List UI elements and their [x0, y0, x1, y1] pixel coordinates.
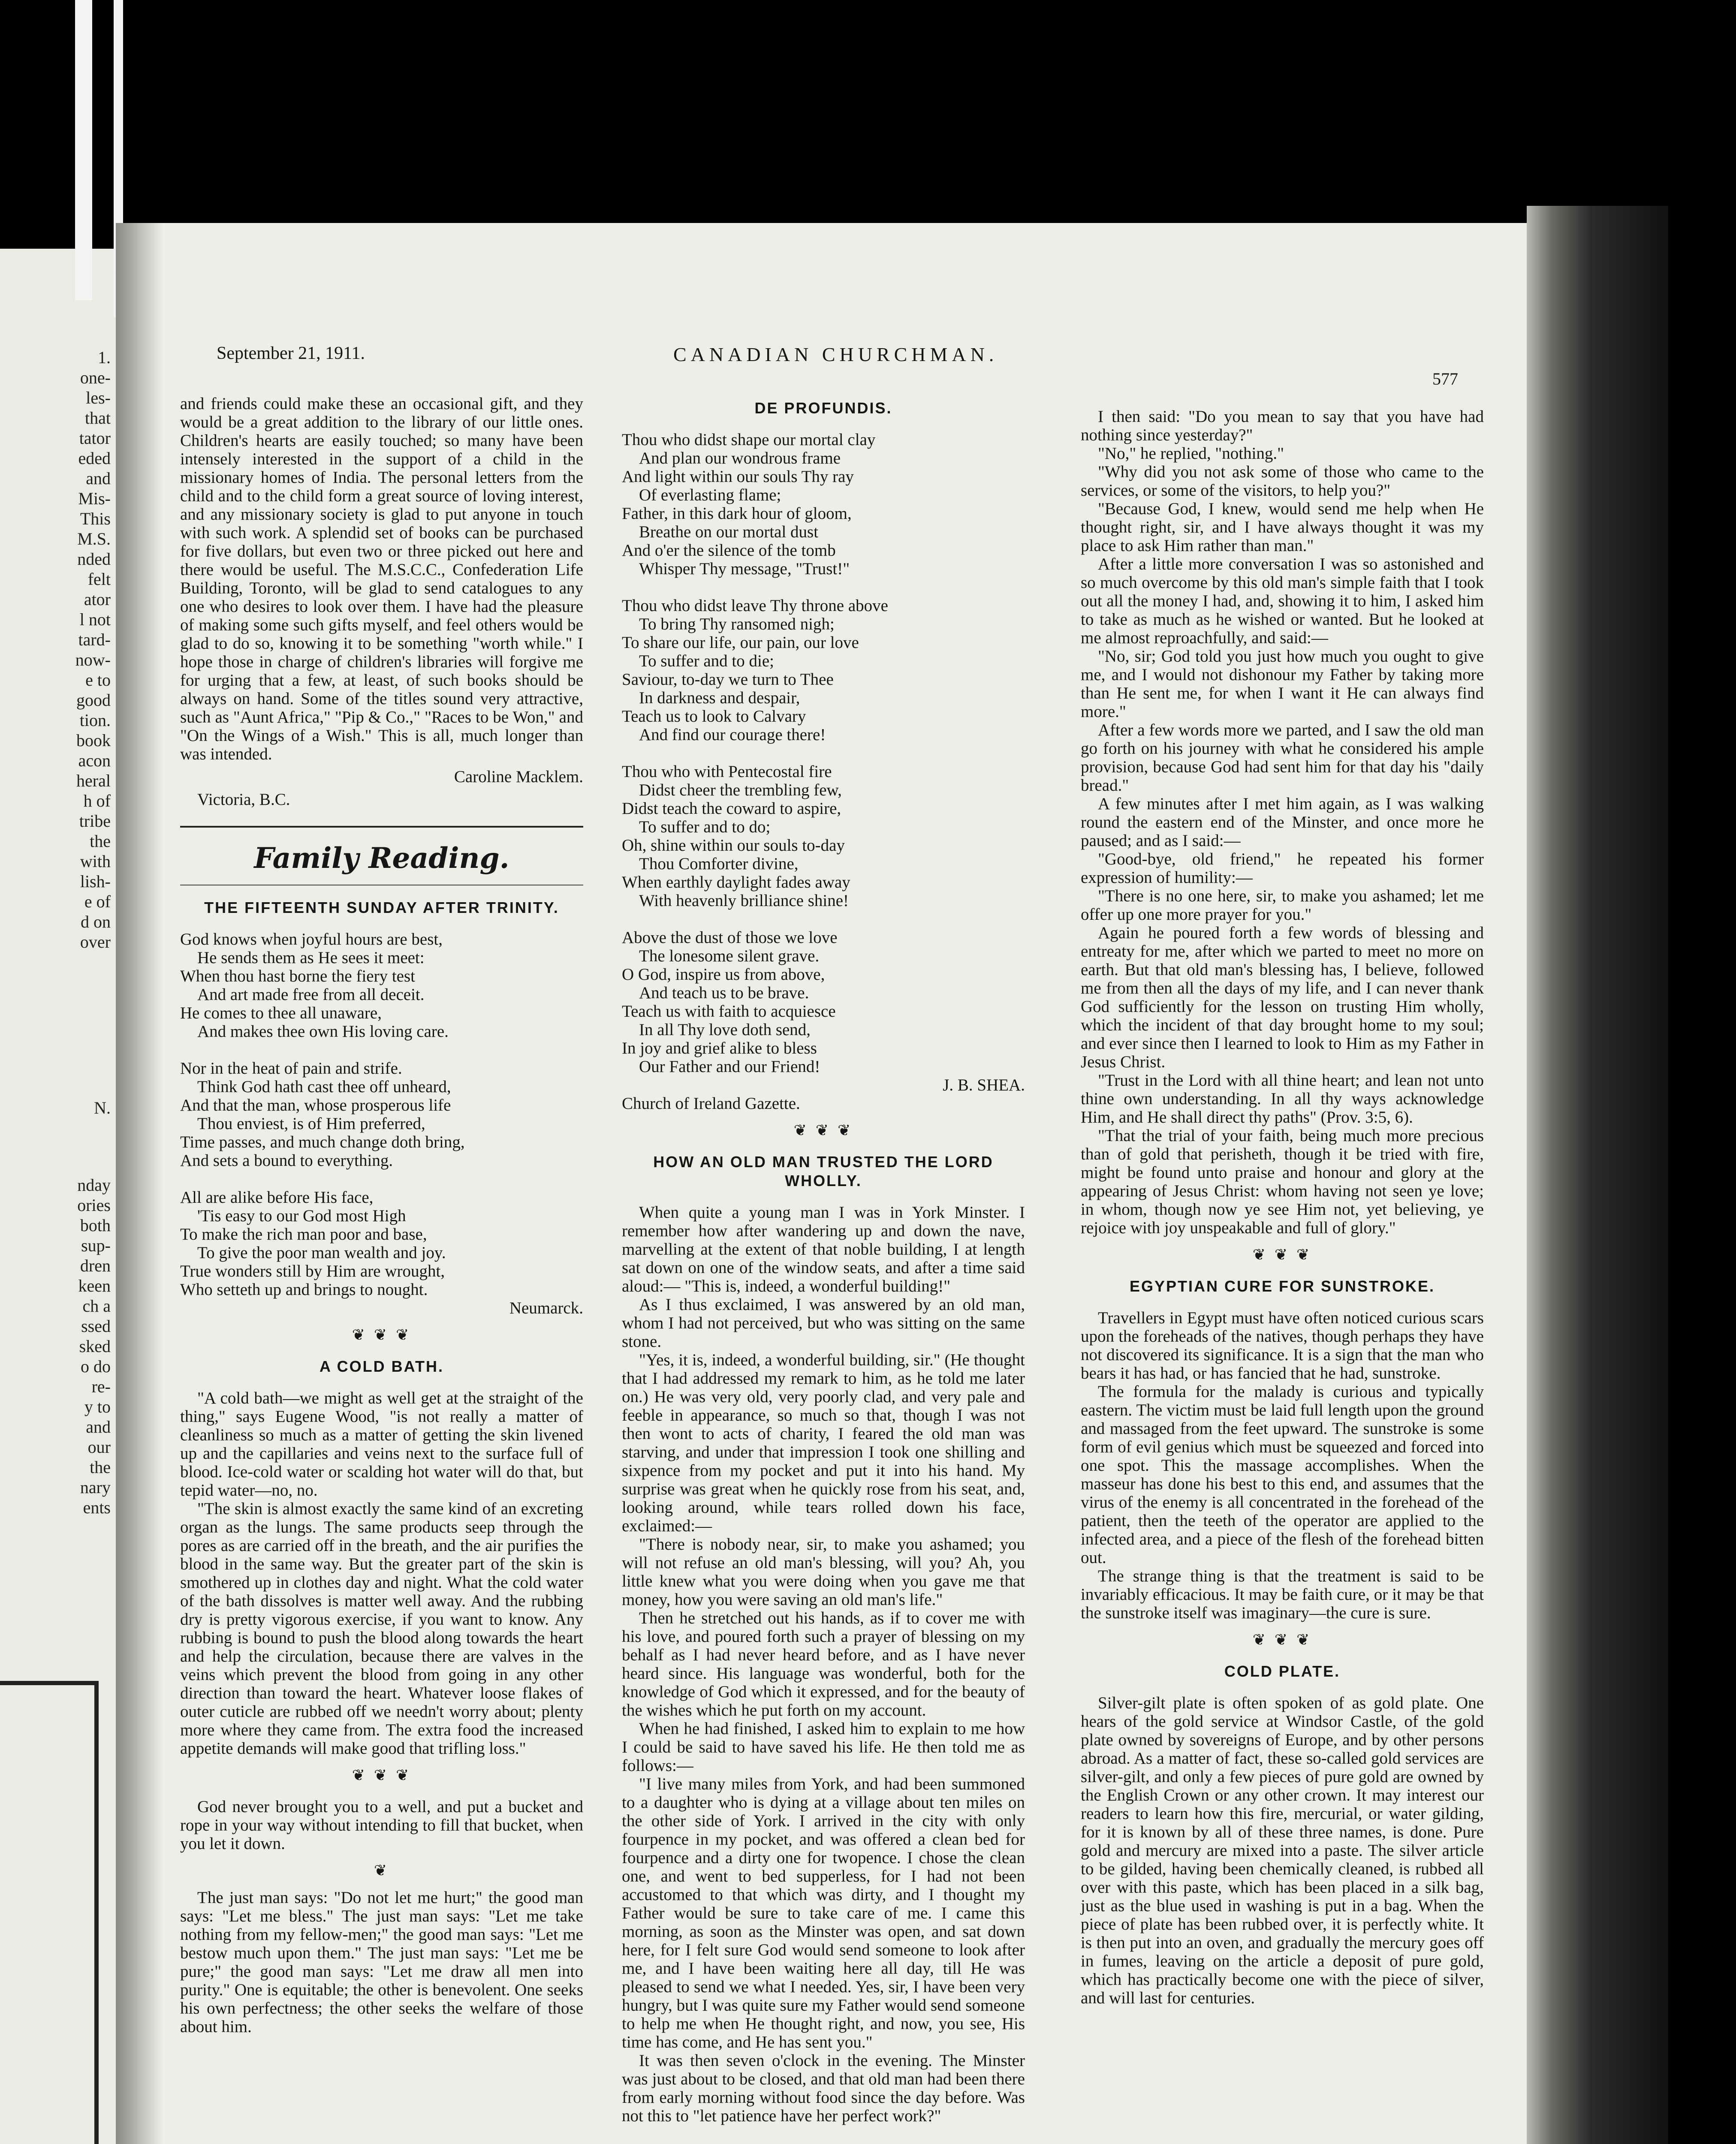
- ornament: ❦ ❦ ❦: [352, 1767, 412, 1784]
- signature-place: Victoria, B.C.: [197, 790, 290, 809]
- body-paragraph: Travellers in Egypt must have often noticed curious scars upon the foreheads of the natives, though perhaps they have not discovered its significance. It is a sign that the man who bears it has had, or has fancied that he had, sunstroke.: [1081, 1309, 1484, 1382]
- article-title: A COLD BATH.: [319, 1358, 444, 1375]
- body-paragraph: "There is no one here, sir, to make you ashamed; let me offer up one more prayer for you.": [1081, 887, 1484, 924]
- body-paragraph: Again he poured forth a few words of blessing and entreaty for me, after which we parted to meet no more on earth. But that old man's blessing has, I believe, followed me from then all the days of my life, and I can never thank God sufficiently for the lesson on trusting Him wholly, which the incident of that day brought home to my soul; and ever since then I learned to look to Him as my Father in Jesus Christ.: [1081, 924, 1484, 1071]
- ornament-small: ❦: [374, 1862, 390, 1879]
- body-paragraph: "A cold bath—we might as well get at the straight of the thing," says Eugene Wood, "is not really a matter of cleanliness so much as a matter of getting the skin livened up and the capillaries and veins next to the surface full of blood. Ice-cold water or scalding hot water will do that, but tepid water—no, no.: [180, 1389, 583, 1500]
- poem-line: To suffer and to die;: [639, 652, 774, 670]
- poem-line: [622, 744, 1025, 762]
- body-paragraph: God never brought you to a well, and put a bucket and rope in your way without intending to fill that bucket, when you let it down.: [180, 1798, 583, 1853]
- poem-line: The lonesome silent grave.: [639, 947, 820, 965]
- poem-line: In darkness and despair,: [639, 689, 800, 707]
- poem-line: And teach us to be brave.: [639, 984, 809, 1002]
- body-paragraph: "There is nobody near, sir, to make you ashamed; you will not refuse an old man's blessing, will you? Ah, you little knew what you were doing when you gave me that money, how you were saving an old man's life.": [622, 1535, 1025, 1609]
- body-paragraph: Silver-gilt plate is often spoken of as gold plate. One hears of the gold service at Windsor Castle, of the gold plate owned by sovereigns of Europe, and by other persons abroad. As a matter of fact, these so-called gold services are silver-gilt, and only a few pieces of pure gold are owned by the English Crown or any other crown. It may interest our readers to learn how this fire, mercurial, or water gilding, for it is known by all of these three names, is done. Pure gold and mercury are mixed into a paste. The silver article to be gilded, having been chemically cleaned, is rubbed all over with this paste, which has been placed in a silk bag, just as the blue used in washing is put in a bag. When the piece of plate has been rubbed over, it is perfectly white. It is then put into an oven, and gradually the mercury goes off in fumes, leaving on the article a deposit of pure gold, which has practically become one with the piece of silver, and will last for centuries.: [1081, 1694, 1484, 2007]
- poem-line: And light within our souls Thy ray: [622, 467, 854, 486]
- poem-source: Church of Ireland Gazette.: [622, 1094, 800, 1113]
- poem-line: Whisper Thy message, "Trust!": [639, 560, 850, 578]
- poem-line: Thou who didst shape our mortal clay: [622, 431, 876, 449]
- poem-line: Teach us with faith to acquiesce: [622, 1002, 836, 1021]
- poem: [180, 930, 583, 1299]
- poem-line: And that the man, whose prosperous life: [180, 1096, 451, 1114]
- section-rule: [180, 826, 583, 828]
- poem-line: Time passes, and much change doth bring,: [180, 1133, 465, 1151]
- poem-line: Thou enviest, is of Him preferred,: [197, 1114, 425, 1133]
- binding-strip: [75, 0, 92, 300]
- poem: [622, 431, 1025, 1076]
- body-paragraph: "Yes, it is, indeed, a wonderful building, sir." (He thought that I had addressed my remark to him, as he told me later on.) He was very old, very poorly clad, and very pale and feeble in appearance, so much so that, though I was not then wont to acts of charity, I feared the old man was starving, and under that impression I took one shilling and sixpence from my pocket and put it into his hand. My surprise was great when he quickly rose from his seat, and, looking around, while tears rolled down his face, exclaimed:—: [622, 1351, 1025, 1535]
- poem-line: Thou who with Pentecostal fire: [622, 762, 832, 781]
- column-3: [1081, 407, 1484, 2007]
- page-gutter-shadow: [116, 223, 163, 2144]
- column-1: [180, 394, 583, 2036]
- poem-line: With heavenly brilliance shine!: [639, 891, 849, 910]
- ornament: ❦ ❦ ❦: [1252, 1631, 1312, 1648]
- poem-line: To make the rich man poor and base,: [180, 1225, 427, 1244]
- poem-line: He sends them as He sees it meet:: [197, 949, 425, 967]
- body-paragraph: The just man says: "Do not let me hurt;" the good man says: "Let me bless." The just man says: "Let me take nothing from my fellow-men;" the good man says: "Let me bestow much upon them." The just man says: "Let me be pure;" the good man says: "Let me draw all men into purity." One is equitable; the other is benevolent. One seeks his own perfectness; the other seeks the welfare of those about him.: [180, 1888, 583, 2036]
- body-paragraph: When he had finished, I asked him to explain to me how I could be said to have saved his life. He then told me as follows:—: [622, 1719, 1025, 1775]
- signature: Caroline Macklem.: [454, 768, 583, 786]
- poem-line: Who setteth up and brings to nought.: [180, 1280, 428, 1299]
- body-paragraph: and friends could make these an occasional gift, and they would be a great addition to the library of our little ones. Children's hearts are easily touched; so many have been intensely interested in the support of a child in the missionary homes of India. The personal letters from the child and to the child form a great source of loving interest, and any missionary society is glad to put anyone in touch with such work. A splendid set of books can be purchased for five dollars, but even two or three picked out here and there would be useful. The M.S.C.C., Confederation Life Building, Toronto, will be glad to send catalogues to any one who desires to look over them. I have had the pleasure of making some such gifts myself, and feel others would be glad to do so, knowing it to be something "worth while." I hope those in charge of children's libraries will forgive me for urging that a few, at least, of such books should be always on hand. Some of the titles sound very attractive, such as "Aunt Africa," "Pip & Co.," "Races to be Won," and "On the Wings of a Wish." This is all, much longer than was intended.: [180, 394, 583, 763]
- poem-line: To share our life, our pain, our love: [622, 633, 859, 652]
- body-paragraph: "The skin is almost exactly the same kind of an excreting organ as the lungs. The same products seep through the pores as are carried off in the breath, and the air purifies the blood in the same way. But the greater part of the skin is smothered up in clothes day and night. What the cold water of the bath dissolves is matter well away. And the rubbing dry is pretty vigorous exercise, if you want to know. Any rubbing is bound to push the blood along towards the heart and help the circulation, because there are valves in the veins which prevent the blood from going in any other direction than toward the heart. Whatever loose flakes of outer cuticle are rubbed off we needn't worry about; plenty more where they came from. The extra food the increased appetite demands will make good that trifling loss.": [180, 1500, 583, 1758]
- poem-line: Didst teach the coward to aspire,: [622, 799, 841, 818]
- poem-line: To bring Thy ransomed nigh;: [639, 615, 835, 633]
- page-edge-shadow: [1527, 206, 1668, 2144]
- body-paragraph: "Why did you not ask some of those who came to the services, or some of the visitors, to help you?": [1081, 463, 1484, 500]
- body-paragraph: "Good-bye, old friend," he repeated his former expression of humility:—: [1081, 850, 1484, 887]
- poem-line: [180, 1041, 583, 1059]
- poem-line: To suffer and to do;: [639, 818, 771, 836]
- page-number: 577: [1432, 369, 1458, 388]
- body-paragraph: "No," he replied, "nothing.": [1098, 444, 1284, 463]
- poem-line: [622, 578, 1025, 596]
- poem-line: In all Thy love doth send,: [639, 1021, 811, 1039]
- poem-line: Saviour, to-day we turn to Thee: [622, 670, 834, 689]
- ornament: ❦ ❦ ❦: [1252, 1246, 1312, 1263]
- article-title: COLD PLATE.: [1224, 1662, 1341, 1680]
- body-paragraph: When quite a young man I was in York Minster. I remember how after wandering up and down the nave, marvelling at the extent of that noble building, I at length sat down on one of the window seats, and after a time said aloud:— "This is, indeed, a wonderful building!": [622, 1203, 1025, 1295]
- poem-line: Breathe on our mortal dust: [639, 523, 819, 541]
- body-paragraph: The formula for the malady is curious and typically eastern. The victim must be laid full length upon the ground and massaged from the feet upward. The sunstroke is some form of evil genius which must be squeezed and forced into one spot. This the massage accomplishes. When the masseur has done his best to this end, and assumes that the virus of the enemy is all concentrated in the forehead of the patient, then the teeth of the operator are applied to the infected area, and a piece of the flesh of the forehead bitten out.: [1081, 1382, 1484, 1567]
- poem-line: Thou Comforter divine,: [639, 855, 799, 873]
- poem-author: J. B. SHEA.: [943, 1076, 1025, 1094]
- article-title: EGYPTIAN CURE FOR SUNSTROKE.: [1129, 1277, 1435, 1295]
- article-title: HOW AN OLD MAN TRUSTED THE LORD WHOLLY.: [653, 1153, 994, 1189]
- poem-line: God knows when joyful hours are best,: [180, 930, 443, 949]
- adjacent-page-text-top: 1. one- les- that tator eded and Mis- This M.S. nded felt ator l not tard- now- e to good tion. book acon heral h of tribe the with lish- e of d on over: [75, 348, 111, 952]
- poem-line: He comes to thee all unaware,: [180, 1004, 382, 1022]
- poem-line: [622, 910, 1025, 928]
- adjacent-page-box: [0, 1681, 99, 2144]
- adjacent-page-fragment: [0, 249, 116, 2144]
- poem-line: Thou who didst leave Thy throne above: [622, 596, 888, 615]
- poem-line: In joy and grief alike to bless: [622, 1039, 817, 1057]
- ornament: ❦ ❦ ❦: [793, 1122, 853, 1139]
- poem-line: Teach us to look to Calvary: [622, 707, 806, 726]
- poem-title: DE PROFUNDIS.: [754, 399, 892, 417]
- poem-line: Didst cheer the trembling few,: [639, 781, 842, 799]
- poem-line: Oh, shine within our souls to-day: [622, 836, 845, 855]
- section-heading: Family Reading.: [254, 841, 509, 875]
- publication-title: CANADIAN CHURCHMAN.: [673, 343, 998, 365]
- poem-line: Father, in this dark hour of gloom,: [622, 504, 852, 523]
- poem-line: Above the dust of those we love: [622, 928, 838, 947]
- body-paragraph: Then he stretched out his hands, as if to cover me with his love, and poured forth such a prayer of blessing on my behalf as I had never heard before, and as I have never heard since. His language was wonderful, both for the knowledge of God which it expressed, and for the beauty of the wishes which he put forth on my account.: [622, 1609, 1025, 1719]
- poem-line: 'Tis easy to our God most High: [197, 1207, 406, 1225]
- body-paragraph: After a few words more we parted, and I saw the old man go forth on his journey with what he considered his ample provision, because God had sent him for that day his "daily bread.": [1081, 721, 1484, 795]
- poem-line: O God, inspire us from above,: [622, 965, 825, 984]
- poem-line: To give the poor man wealth and joy.: [197, 1244, 446, 1262]
- poem-line: When thou hast borne the fiery test: [180, 967, 415, 985]
- poem-line: True wonders still by Him are wrought,: [180, 1262, 445, 1280]
- poem-line: And makes thee own His loving care.: [197, 1022, 449, 1041]
- body-paragraph: "Trust in the Lord with all thine heart; and lean not unto thine own understanding. In all thy ways acknowledge Him, and He shall direct thy paths" (Prov. 3:5, 6).: [1081, 1071, 1484, 1126]
- poem-line: And sets a bound to everything.: [180, 1151, 393, 1170]
- poem-line: Think God hath cast thee off unheard,: [197, 1078, 451, 1096]
- adjacent-page-text-bottom: nday ories both sup- dren keen ch a ssed sked o do re- y to and our the nary ents: [77, 1175, 111, 1517]
- body-paragraph: A few minutes after I met him again, as I was walking round the eastern end of the Minster, and once more he paused; and as I said:—: [1081, 795, 1484, 850]
- ornament: ❦ ❦ ❦: [352, 1326, 412, 1343]
- issue-date: September 21, 1911.: [217, 343, 365, 363]
- body-paragraph: The strange thing is that the treatment is said to be invariably efficacious. It may be faith cure, or it may be that the sunstroke itself was imaginary—the cure is sure.: [1081, 1567, 1484, 1622]
- poem-line: And art made free from all deceit.: [197, 985, 425, 1004]
- body-paragraph: "Because God, I knew, would send me help when He thought right, sir, and I have always thought it was my place to ask Him rather than man.": [1081, 500, 1484, 555]
- body-paragraph: "I live many miles from York, and had been summoned to a daughter who is dying at a village about ten miles on the other side of York. I arrived in the city with only fourpence in my pocket, and was offered a clean bed for fourpence and a dirty one for twopence. I chose the clean one, and went to bed supperless, for I had not been accustomed to that which was dirty, and I thought my Father would be sure to take care of me. I came this morning, as soon as the Minster was open, and sat down here, for I felt sure God would send someone to look after me, and I have been waiting here all day, till He was pleased to send we what I needed. Yes, sir, I have been very hungry, but I was quite sure my Father would send someone to help me when He thought right, and now, you see, His time has come, and He has sent you.": [622, 1775, 1025, 2051]
- adjacent-page-text-mid: N.: [94, 1098, 111, 1117]
- poem-line: And plan our wondrous frame: [639, 449, 841, 467]
- poem-title: THE FIFTEENTH SUNDAY AFTER TRINITY.: [204, 899, 559, 916]
- body-paragraph: It was then seven o'clock in the evening. The Minster was just about to be closed, and that old man had been there from early morning without food since the day before. Was not this to "let patience have her perfect work?": [622, 2051, 1025, 2125]
- body-paragraph: After a little more conversation I was so astonished and so much overcome by this old man's simple faith that I took out all the money I had, and, showing it to him, I asked him to take as much as he wished or wanted. But he looked at me almost reproachfully, and said:—: [1081, 555, 1484, 647]
- poem-line: And o'er the silence of the tomb: [622, 541, 836, 560]
- body-paragraph: I then said: "Do you mean to say that you have had nothing since yesterday?": [1081, 407, 1484, 444]
- poem-line: Nor in the heat of pain and strife.: [180, 1059, 402, 1078]
- poem-line: [180, 1170, 583, 1188]
- column-2: [622, 394, 1025, 2125]
- poem-line: Our Father and our Friend!: [639, 1057, 820, 1076]
- poem-line: All are alike before His face,: [180, 1188, 374, 1207]
- poem-author: Neumarck.: [509, 1299, 583, 1317]
- poem-line: And find our courage there!: [639, 726, 826, 744]
- body-paragraph: As I thus exclaimed, I was answered by an old man, whom I had not perceived, but who was sitting on the same stone.: [622, 1295, 1025, 1351]
- poem-line: Of everlasting flame;: [639, 486, 781, 504]
- poem-line: When earthly daylight fades away: [622, 873, 850, 891]
- body-paragraph: "No, sir; God told you just how much you ought to give me, and I would not dishonour my Father by taking more than He sent me, for when I want it He can always find more.": [1081, 647, 1484, 721]
- body-paragraph: "That the trial of your faith, being much more precious than of gold that perisheth, though it be tried with fire, might be found unto praise and honour and glory at the appearing of Jesus Christ: whom having not seen ye love; in whom, though now ye see Him not, yet believing, ye rejoice with joy unspeakable and full of glory.": [1081, 1126, 1484, 1237]
